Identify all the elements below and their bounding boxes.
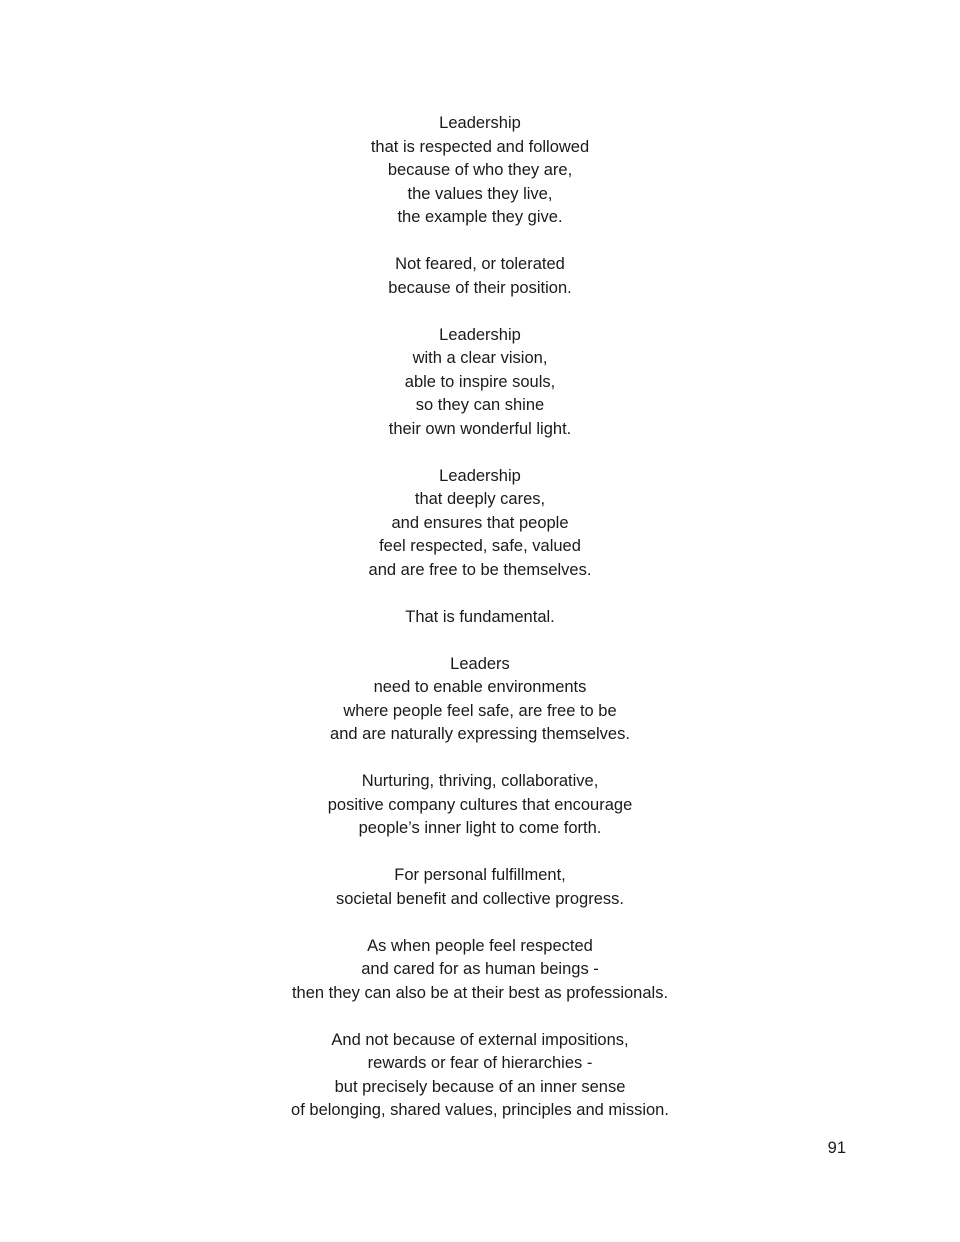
poem-line: and are naturally expressing themselves. — [330, 725, 630, 743]
poem-line: And not because of external impositions, — [331, 1030, 629, 1049]
stanza-10 — [0, 1029, 960, 1123]
poem-line: For personal fulfillment, — [394, 866, 566, 884]
stanza-7 — [0, 770, 960, 841]
poem-line: As when people feel respected — [367, 936, 593, 955]
stanza-4 — [0, 465, 960, 583]
stanza-8 — [0, 864, 960, 911]
poem-line: Leadership — [439, 325, 521, 344]
poem-line: where people feel safe, are free to be — [343, 701, 617, 720]
stanza-3 — [0, 324, 960, 442]
stanza-9 — [0, 935, 960, 1006]
poem-line: need to enable environments — [373, 678, 587, 696]
poem-line: the example they give. — [397, 208, 563, 226]
poem-line: their own wonderful light. — [388, 419, 572, 438]
poem-line: with a clear vision, — [412, 349, 548, 367]
poem-line: Not feared, or tolerated — [395, 255, 565, 273]
poem-line: Leadership — [439, 114, 521, 132]
poem-line: people’s inner light to come forth. — [358, 819, 602, 837]
stanza-2 — [0, 253, 960, 300]
poem-line: Nurturing, thriving, collaborative, — [361, 772, 599, 790]
poem-line: because of who they are, — [387, 161, 573, 179]
stanza-6 — [0, 653, 960, 747]
poem-line: and are free to be themselves. — [368, 560, 592, 579]
poem-line: That is fundamental. — [405, 607, 555, 626]
page-number: 91 — [827, 1139, 846, 1157]
poem-line: able to inspire souls, — [404, 372, 556, 391]
poem-line: rewards or fear of hierarchies - — [367, 1054, 593, 1072]
poem-line: Leaders — [450, 654, 510, 673]
poem-line: feel respected, safe, valued — [379, 537, 581, 555]
stanza-1 — [0, 112, 960, 230]
poem-line: and cared for as human beings - — [361, 960, 599, 978]
poem-line: that deeply cares, — [414, 490, 546, 508]
poem-line: of belonging, shared values, principles and mission. — [291, 1101, 669, 1119]
poem-line: societal benefit and collective progress. — [336, 889, 624, 908]
poem-line: Leadership — [439, 466, 521, 485]
poem-line: that is respected and followed — [370, 137, 590, 156]
poem-text — [0, 112, 960, 1123]
stanza-5 — [0, 606, 960, 630]
poem-line: so they can shine — [415, 396, 545, 414]
poem-line: because of their position. — [388, 278, 572, 297]
poem-line: but precisely because of an inner sense — [334, 1077, 626, 1096]
poem-line: then they can also be at their best as professionals. — [291, 983, 669, 1002]
poem-line: and ensures that people — [391, 513, 569, 532]
poem-line: the values they live, — [407, 184, 553, 203]
poem-line: positive company cultures that encourage — [327, 795, 633, 814]
